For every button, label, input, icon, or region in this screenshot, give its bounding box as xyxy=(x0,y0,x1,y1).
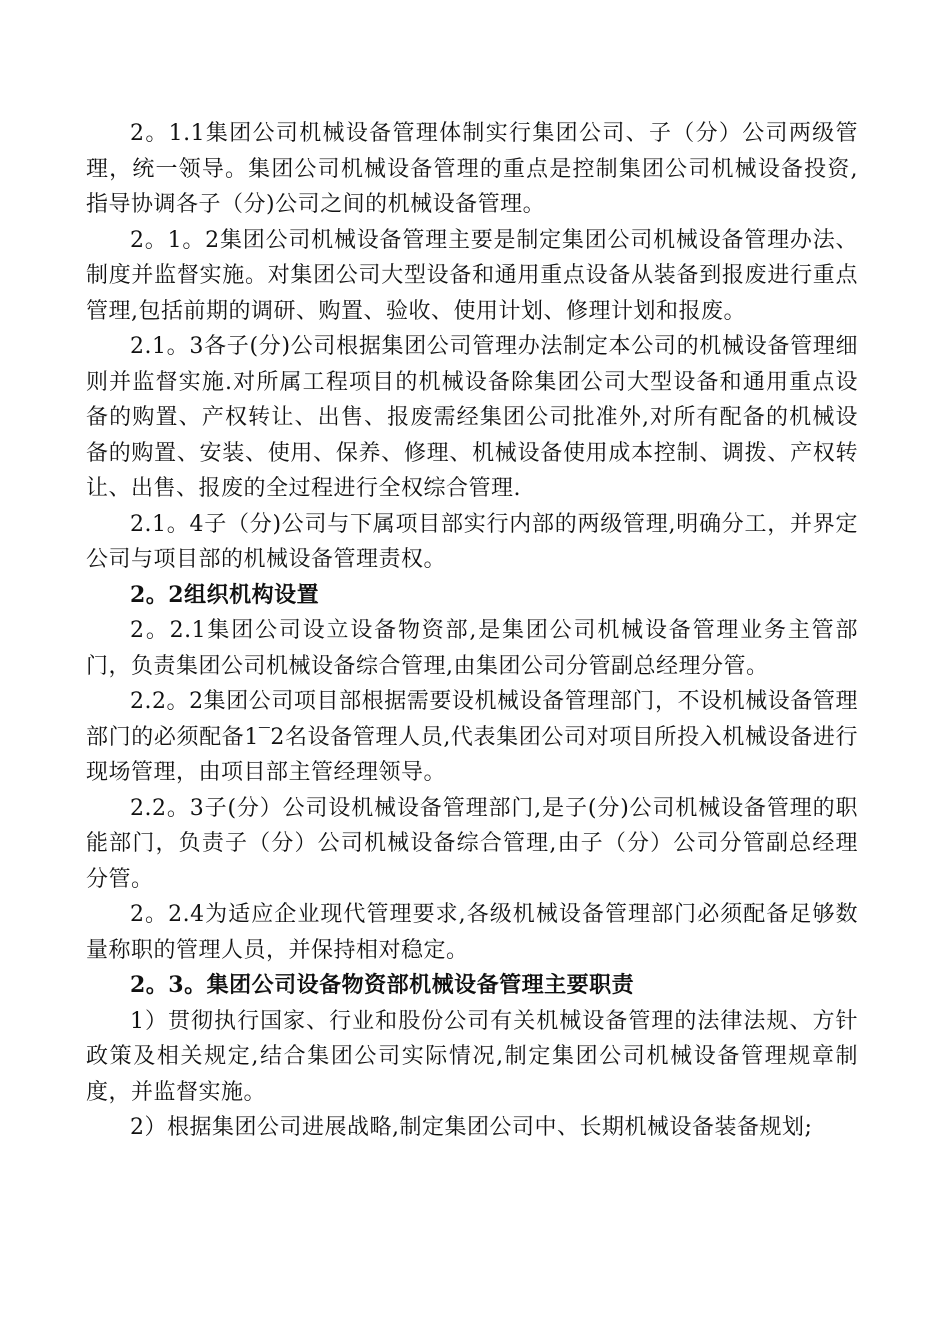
paragraph-2-1-3: 2.1。3各子(分)公司根据集团公司管理办法制定本公司的机械设备管理细则并监督实施.对所属工程项目的机械设备除集团公司大型设备和通用重点设备的购置、产权转让、出售、报废需经集团公司批准外,对所有配备的机械设备的购置、安装、使用、保养、修理、机械设备使用成本控制、调拨、产权转让、出售、报废的全过程进行全权综合管理. xyxy=(86,334,858,501)
list-item-2: 2）根据集团公司进展战略,制定集团公司中、长期机械设备装备规划; xyxy=(130,1115,813,1140)
paragraph-2-1-1: 2。1.1集团公司机械设备管理体制实行集团公司、子（分）公司两级管理，统一领导。集团公司机械设备管理的重点是控制集团公司机械设备投资,指导协调各子（分)公司之间的机械设备管理。 xyxy=(86,121,858,217)
section-heading-2-2: 2。2组织机构设置 xyxy=(130,581,320,608)
paragraph-2-2-2: 2.2。2集团公司项目部根据需要设机械设备管理部门，不设机械设备管理部门的必须配备1‾2名设备管理人员,代表集团公司对项目所投入机械设备进行现场管理，由项目部主管经理领导。 xyxy=(86,689,858,785)
paragraph-2-2-4: 2。2.4为适应企业现代管理要求,各级机械设备管理部门必须配备足够数量称职的管理人员，并保持相对稳定。 xyxy=(86,902,858,963)
paragraph-2-2-1: 2。2.1集团公司设立设备物资部,是集团公司机械设备管理业务主管部门，负责集团公司机械设备综合管理,由集团公司分管副总经理分管。 xyxy=(86,618,858,679)
paragraph-2-1-4: 2.1。4子（分)公司与下属项目部实行内部的两级管理,明确分工，并界定公司与项目部的机械设备管理责权。 xyxy=(86,511,858,572)
paragraph-2-2-3: 2.2。3子(分）公司设机械设备管理部门,是子(分)公司机械设备管理的职能部门，负责子（分）公司机械设备综合管理,由子（分）公司分管副总经理分管。 xyxy=(86,795,858,892)
section-heading-2-3: 2。3。集团公司设备物资部机械设备管理主要职责 xyxy=(130,972,635,998)
paragraph-2-1-2: 2。1。2集团公司机械设备管理主要是制定集团公司机械设备管理办法、制度并监督实施。对集团公司大型设备和通用重点设备从装备到报废进行重点管理,包括前期的调研、购置、验收、使用计划、修理计划和报废。 xyxy=(86,227,858,324)
list-item-1: 1）贯彻执行国家、行业和股份公司有关机械设备管理的法律法规、方针政策及相关规定,结合集团公司实际情况,制定集团公司机械设备管理规章制度，并监督实施。 xyxy=(86,1008,858,1105)
document-body xyxy=(86,116,858,1146)
